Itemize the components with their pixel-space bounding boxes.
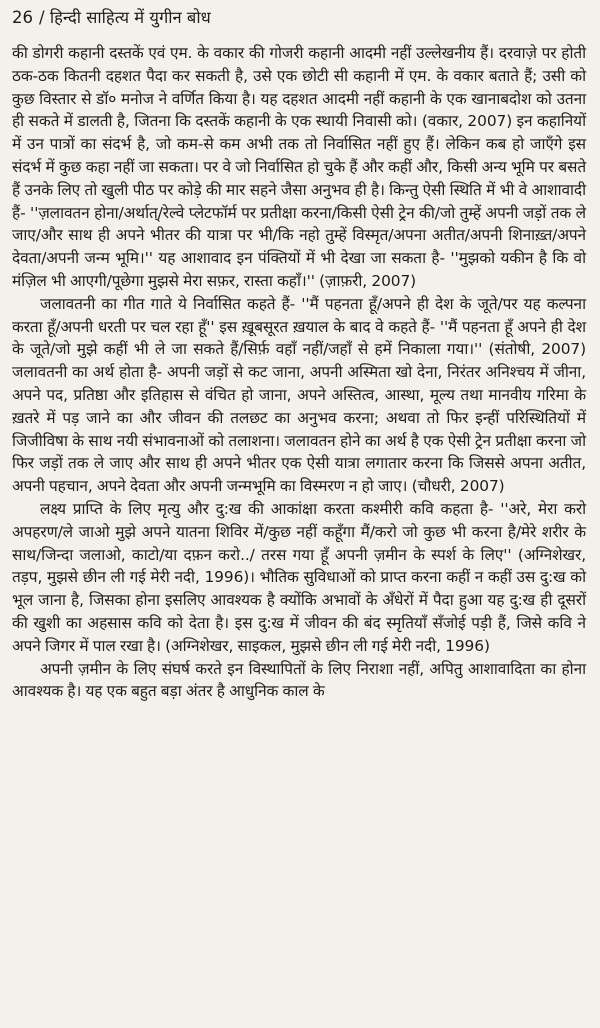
book-title: हिन्दी साहित्य में युगीन बोध: [49, 8, 211, 27]
paragraph: की डोगरी कहानी दस्तकें एवं एम. के वकार की गोजरी कहानी आदमी नहीं उल्लेखनीय हैं। दरवाज़े पर होती ठक-ठक कितनी दहशत पैदा कर सकती है, उसे एक छोटी सी कहानी में एम. के वकार बताते हैं; उसी को कुछ विस्तार से डॉ० मनोज ने वर्णित किया है। यह दहशत आदमी नहीं कहानी के एक खानाबदोश को उतना ही सकते में डालती है, जितना कि दस्तकें कहानी के एक स्थायी निवासी को। (वकार, 2007) इन कहानियों में उन पात्रों का संदर्भ है, जो कम-से कम अभी तक तो निर्वासित नहीं हुए हैं। लेकिन कब हो जाएँगे इस संदर्भ में कुछ कहा नहीं जा सकता। पर वे जो निर्वासित हो चुके हैं और कहीं और, किसी अन्य भूमि पर बसते हैं उनके लिए तो खुली पीठ पर कोड़े की मार सहने जैसा अनुभव ही है। किन्तु ऐसी स्थिति में भी वे आशावादी हैं- ''ज़लावतन होना/अर्थात्/रेल्वे प्लेटफॉर्म पर प्रतीक्षा करना/किसी ऐसी ट्रेन की/जो तुम्हें अपनी जड़ों तक ले जाए/और साथ ही अपने भीतर की यात्रा पर भी/कि नहो तुम्हें विस्मृत/अपना अतीत/अपनी शिनाख़्त/अपने देवता/अपनी जन्म भूमि।'' यह आशावाद इन पंक्तियों में भी देखा जा सकता है- ''मुझको यकीन है कि वो मंज़िल भी आएगी/पूछेगा मुझसे मेरा सफ़र, रास्ता कहाँ।'' (ज़ाफ़री, 2007): [12, 44, 586, 290]
page-body: [12, 42, 586, 703]
page-header: [12, 6, 586, 30]
paragraph: लक्ष्य प्राप्ति के लिए मृत्यु और दु:ख की आकांक्षा करता कश्मीरी कवि कहता है- ''अरे, मेरा करो अपहरण/ले जाओ मुझे अपने यातना शिविर में/कुछ नहीं कहूँगा मैं/करो जो कुछ भी करना है/मेरे शरीर के साथ/जिन्दा जलाओ, काटो/या दफ़न करो../ तरस गया हूँ अपनी ज़मीन के स्पर्श के लिए'' (अग्निशेखर, तड़प, मुझसे छीन ली गई मेरी नदी, 1996)। भौतिक सुविधाओं को प्राप्त करना कहीं न कहीं उस दु:ख को भूल जाना है, जिसका होना इसलिए आवश्यक है क्योंकि अभावों के अँधेरों में पैदा हुआ यह दु:ख ही दूसरों की खुशी का अहसास कवि को देता है। इस दु:ख में जीवन की बंद स्मृतियाँ सँजोई पड़ी हैं, जिसे कवि ने अपने जिगर में पाल रखा है। (अग्निशेखर, साइकल, मुझसे छीन ली गई मेरी नदी, 1996): [12, 499, 586, 655]
paragraph: अपनी ज़मीन के लिए संघर्ष करते इन विस्थापितों के लिए निराशा नहीं, अपितु आशावादिता का होना आवश्यक है। यह एक बहुत बड़ा अंतर है आधुनिक काल के: [12, 659, 586, 701]
paragraph: जलावतनी का गीत गाते ये निर्वासित कहते हैं- ''मैं पहनता हूँ/अपने ही देश के जूते/पर यह कल्पना करता हूँ/अपनी धरती पर चल रहा हूँ'' इस ख़ूबसूरत ख़याल के बाद वे कहते हैं- ''मैं पहनता हूँ अपने ही देश के जूते/जो मुझे कहीं भी ले जा सकते हैं/सिर्फ़ वहाँ नहीं/जहाँ से हमें निकाला गया।'' (संतोषी, 2007) जलावतनी का अर्थ होता है- अपनी जड़ों से कट जाना, अपनी अस्मिता खो देना, निरंतर अनिश्चय में जीना, अपने पद, प्रतिष्ठा और इतिहास से वंचित हो जाना, अपने अस्तित्व, आस्था, मूल्य तथा मानवीय गरिमा के ख़तरे में पड़ जाने का और जीवन की तलछट का अनुभव करना; अथवा तो फिर इन्हीं परिस्थितियों में जिजीविषा के साथ नयी संभावनाओं को तलाशना। जलावतन होने का अर्थ है एक ऐसी ट्रेन प्रतीक्षा करना जो फिर जड़ों तक ले जाए और साथ ही अपने भीतर एक ऐसी यात्रा लगातार करना कि जिससे अपना अतीत, अपनी पहचान, अपने देवता और अपनी जन्मभूमि का विस्मरण न हो जाए। (चौधरी, 2007): [12, 294, 586, 496]
page-number: 26: [12, 8, 33, 27]
header-separator: /: [39, 8, 45, 27]
